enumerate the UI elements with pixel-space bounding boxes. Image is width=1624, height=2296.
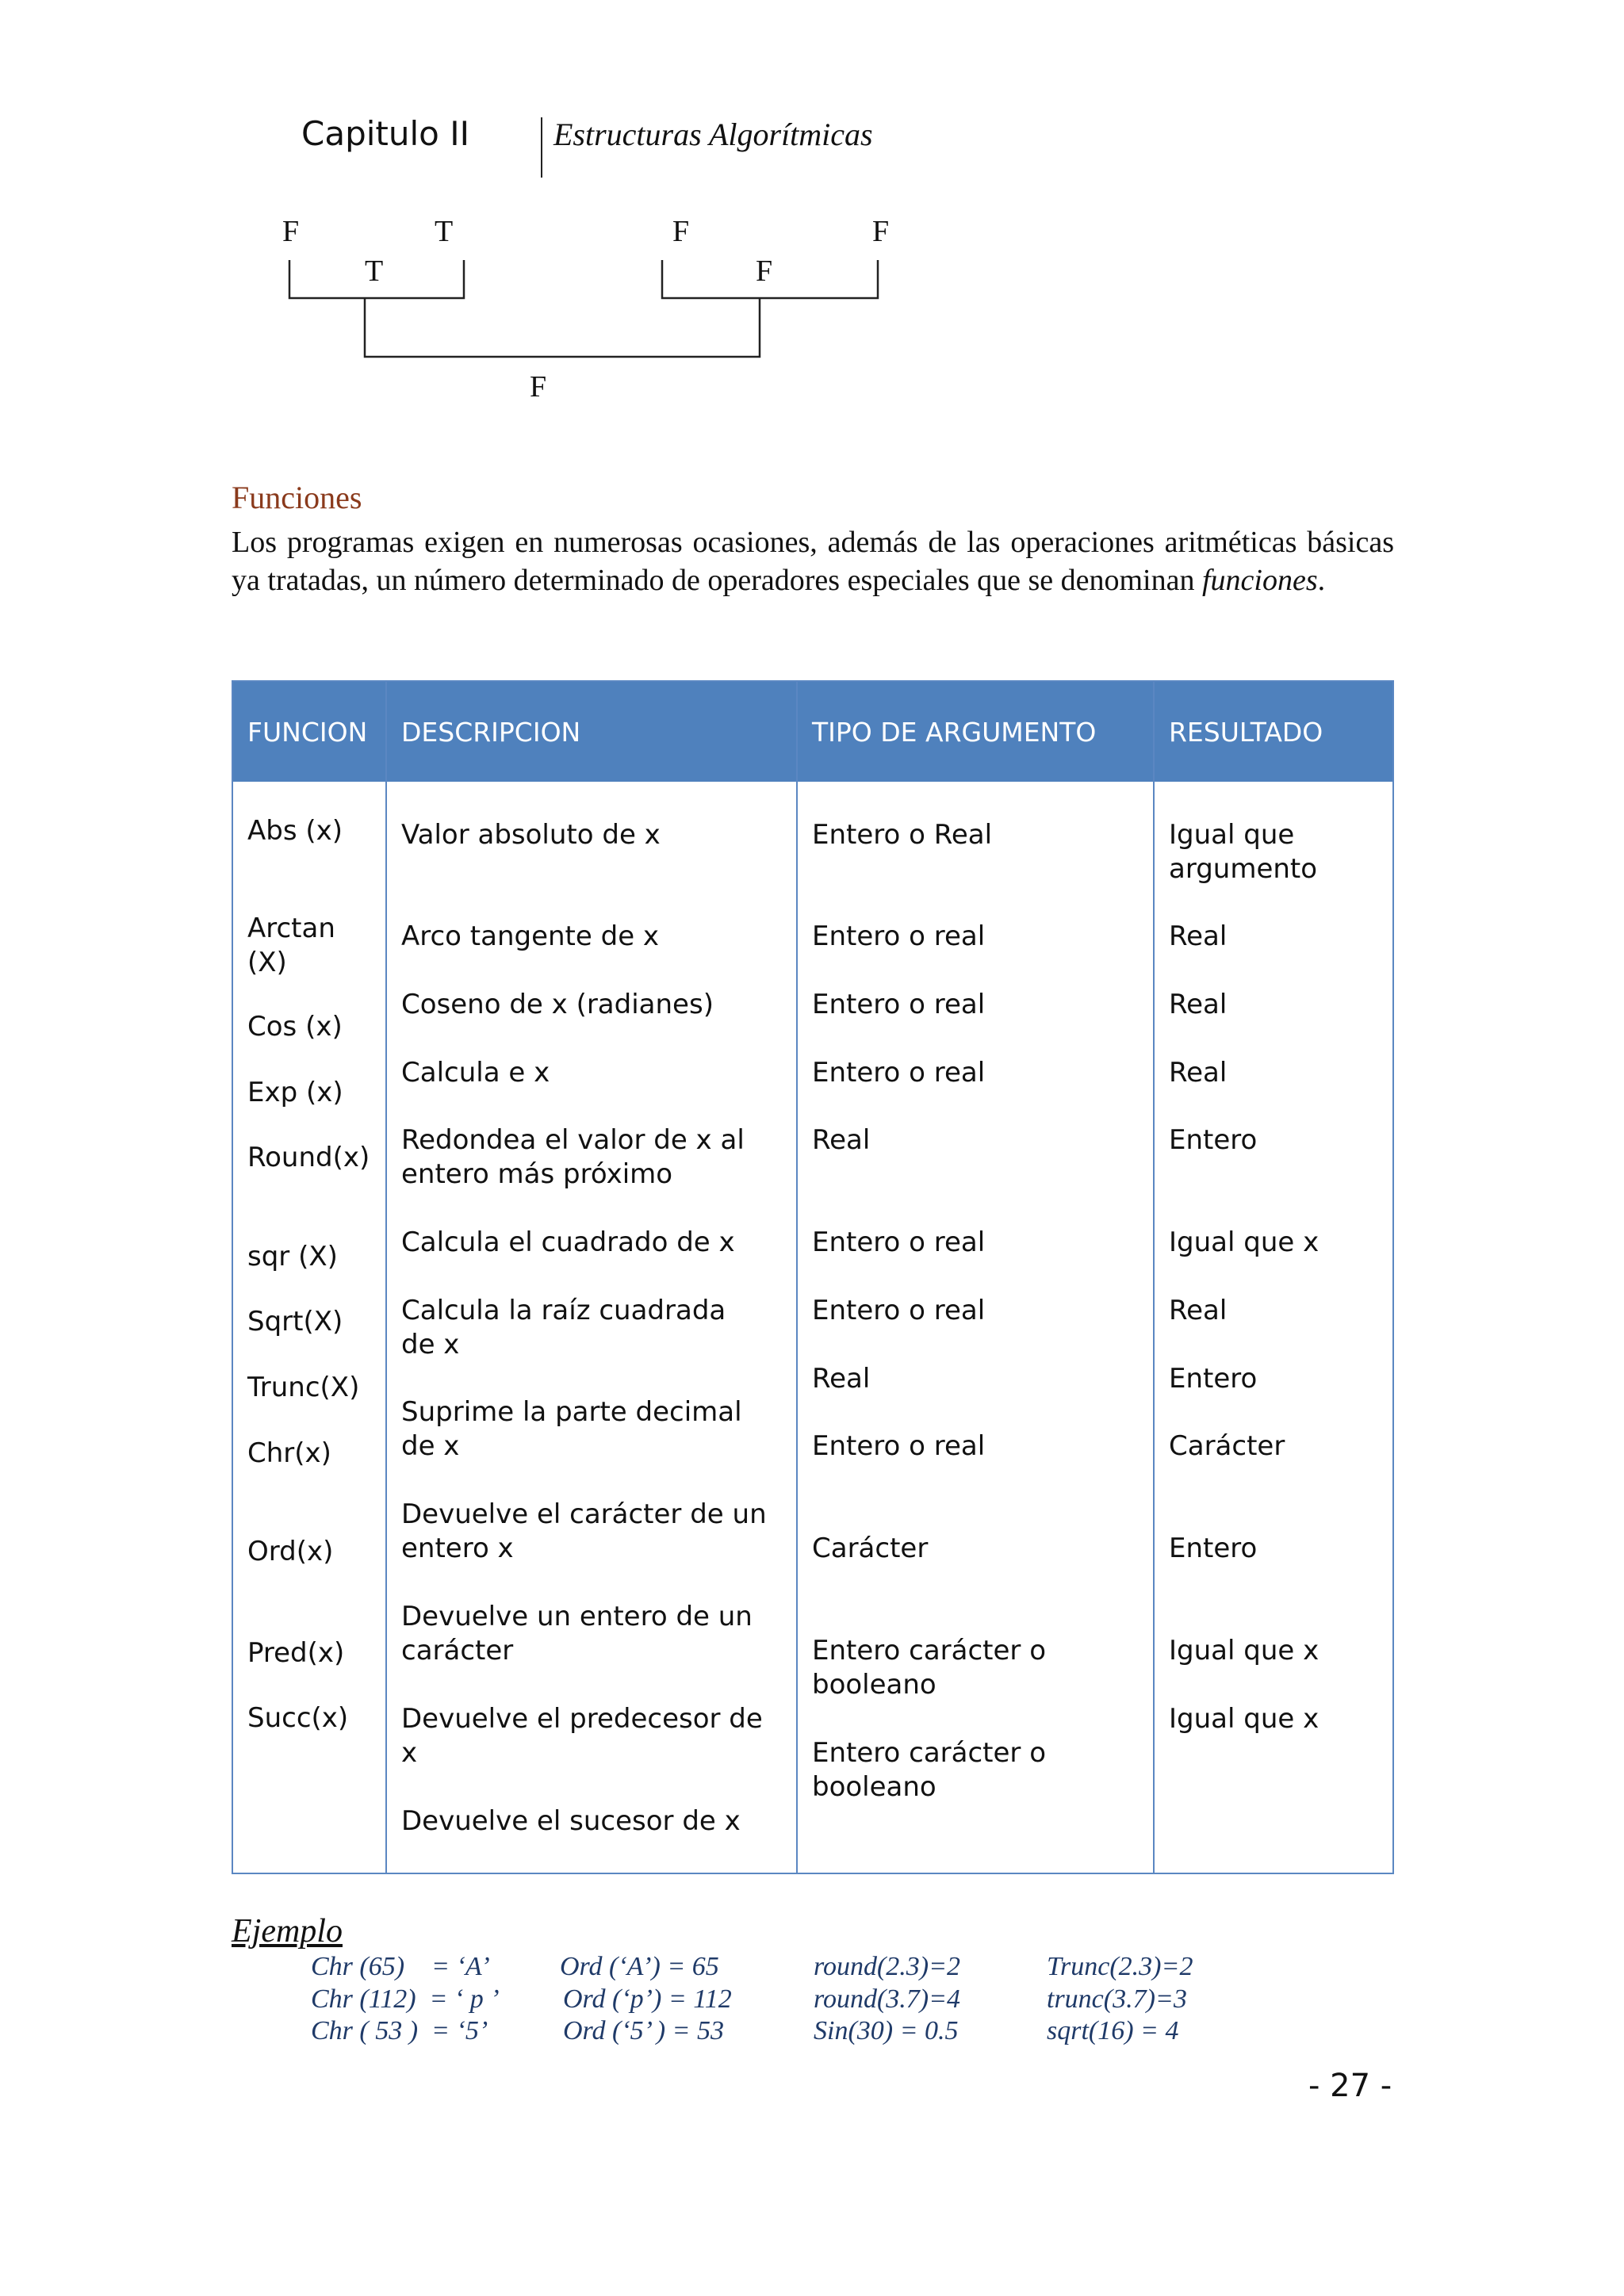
funcion-cell: Round(x) <box>247 1142 370 1173</box>
descripcion-cell: Devuelve el carácter de un <box>401 1498 767 1530</box>
tipo-cell: Real <box>812 1124 871 1156</box>
descripcion-cell: x <box>401 1737 418 1769</box>
tipo-cell: Entero carácter o <box>812 1737 1046 1769</box>
resultado-cell: argumento <box>1169 853 1318 885</box>
funcion-cell: Arctan <box>247 913 335 944</box>
tipo-cell: Entero carácter o <box>812 1635 1046 1667</box>
descripcion-cell: Devuelve el sucesor de x <box>401 1805 741 1837</box>
tree-bracket-bottom <box>365 298 760 357</box>
ejemplo-trunc-line: sqrt(16) = 4 <box>1047 2016 1179 2045</box>
tipo-cell: Entero o real <box>812 1430 986 1462</box>
page-number: - 27 - <box>1308 2068 1392 2104</box>
resultado-cell: Real <box>1169 1295 1228 1326</box>
ejemplo-heading: Ejemplo <box>232 1913 343 1950</box>
ejemplo-chr-line: Chr (112) = ‘ p ’ <box>311 1984 500 2014</box>
descripcion-cell: entero más próximo <box>401 1158 673 1190</box>
descripcion-cell: entero x <box>401 1533 514 1564</box>
descripcion-cell: Calcula e x <box>401 1057 550 1089</box>
tree-label-f5: F <box>530 370 547 404</box>
descripcion-cell: Valor absoluto de x <box>401 819 661 851</box>
funcion-cell: Ord(x) <box>247 1536 334 1567</box>
paragraph-end: . <box>1317 564 1326 597</box>
tipo-cell: booleano <box>812 1771 936 1803</box>
resultado-cell: Entero <box>1169 1533 1258 1564</box>
descripcion-cell: Devuelve un entero de un <box>401 1601 753 1632</box>
funcion-cell: Trunc(X) <box>247 1372 360 1403</box>
tipo-cell: Entero o real <box>812 1295 986 1326</box>
tipo-cell: Real <box>812 1363 871 1395</box>
header-descripcion: DESCRIPCION <box>401 717 581 748</box>
descripcion-cell: de x <box>401 1430 460 1462</box>
tree-label-f3: F <box>872 215 890 248</box>
ejemplo-round-line: round(2.3)=2 <box>814 1952 961 1981</box>
descripcion-cell: Suprime la parte decimal <box>401 1396 742 1428</box>
descripcion-cell: Coseno de x (radianes) <box>401 989 714 1020</box>
tree-label-t1: T <box>435 215 454 248</box>
ejemplo-round-line: round(3.7)=4 <box>814 1984 961 2014</box>
resultado-cell: Igual que x <box>1169 1703 1320 1735</box>
resultado-cell: Carácter <box>1169 1430 1285 1462</box>
descripcion-cell: Arco tangente de x <box>401 920 660 952</box>
header-tipo-argumento: TIPO DE ARGUMENTO <box>812 717 1097 748</box>
ejemplo-trunc-line: Trunc(2.3)=2 <box>1047 1952 1193 1981</box>
logic-tree-diagram <box>262 214 975 412</box>
ejemplo-chr-line: Chr (65) = ‘A’ <box>311 1952 490 1981</box>
resultado-cell: Entero <box>1169 1124 1258 1156</box>
ejemplo-trunc-line: trunc(3.7)=3 <box>1047 1984 1187 2014</box>
funciones-paragraph <box>232 523 1394 599</box>
ejemplo-ord-line: Ord (‘5’ ) = 53 <box>563 2016 724 2045</box>
funcion-cell: Chr(x) <box>247 1437 331 1469</box>
section-title: Estructuras Algorítmicas <box>553 117 873 152</box>
descripcion-cell: de x <box>401 1329 460 1360</box>
resultado-cell: Igual que x <box>1169 1635 1320 1667</box>
funcion-cell: Pred(x) <box>247 1637 345 1669</box>
ejemplo-ord-line: Ord (‘A’) = 65 <box>560 1952 719 1981</box>
column-divider <box>385 682 387 1873</box>
tipo-cell: booleano <box>812 1669 936 1701</box>
funcion-cell: Succ(x) <box>247 1702 349 1734</box>
paragraph-emphasis: funciones <box>1201 564 1318 597</box>
table-header-row <box>233 682 1392 782</box>
ejemplo-ord-line: Ord (‘p’) = 112 <box>563 1984 732 2014</box>
tipo-cell: Entero o real <box>812 1057 986 1089</box>
tree-label-t2: T <box>365 254 384 288</box>
funcion-cell: (X) <box>247 947 287 978</box>
column-divider <box>796 682 798 1873</box>
paragraph-text: Los programas exigen en numerosas ocasiones, además de las operaciones aritméticas básicas ya tratadas, un número determinado de operadores especiales que se denominan <box>232 526 1394 597</box>
descripcion-cell: Devuelve el predecesor de <box>401 1703 763 1735</box>
tipo-cell: Carácter <box>812 1533 929 1564</box>
column-divider <box>1153 682 1155 1873</box>
tree-label-f4: F <box>756 254 773 288</box>
page-header <box>0 111 1624 182</box>
funcion-cell: Exp (x) <box>247 1077 343 1108</box>
tipo-cell: Entero o real <box>812 920 986 952</box>
resultado-cell: Igual que x <box>1169 1226 1320 1258</box>
tree-lines <box>262 214 975 412</box>
functions-table <box>232 680 1394 1874</box>
tipo-cell: Entero o Real <box>812 819 993 851</box>
ejemplo-round-line: Sin(30) = 0.5 <box>814 2016 959 2045</box>
resultado-cell: Igual que <box>1169 819 1295 851</box>
tree-label-f2: F <box>672 215 690 248</box>
header-funcion: FUNCION <box>247 717 368 748</box>
descripcion-cell: Calcula el cuadrado de x <box>401 1226 735 1258</box>
resultado-cell: Real <box>1169 989 1228 1020</box>
resultado-cell: Entero <box>1169 1363 1258 1395</box>
funcion-cell: Cos (x) <box>247 1011 343 1043</box>
funcion-cell: Sqrt(X) <box>247 1306 343 1337</box>
header-divider <box>541 117 542 178</box>
funcion-cell: sqr (X) <box>247 1241 338 1272</box>
tree-label-f1: F <box>282 215 300 248</box>
descripcion-cell: carácter <box>401 1635 514 1667</box>
funciones-heading: Funciones <box>232 480 362 515</box>
resultado-cell: Real <box>1169 1057 1228 1089</box>
descripcion-cell: Calcula la raíz cuadrada <box>401 1295 726 1326</box>
ejemplo-chr-line: Chr ( 53 ) = ‘5’ <box>311 2016 488 2045</box>
tipo-cell: Entero o real <box>812 989 986 1020</box>
header-resultado: RESULTADO <box>1169 717 1323 748</box>
resultado-cell: Real <box>1169 920 1228 952</box>
descripcion-cell: Redondea el valor de x al <box>401 1124 745 1156</box>
chapter-label: Capitulo II <box>301 114 469 153</box>
tipo-cell: Entero o real <box>812 1226 986 1258</box>
funcion-cell: Abs (x) <box>247 815 343 847</box>
